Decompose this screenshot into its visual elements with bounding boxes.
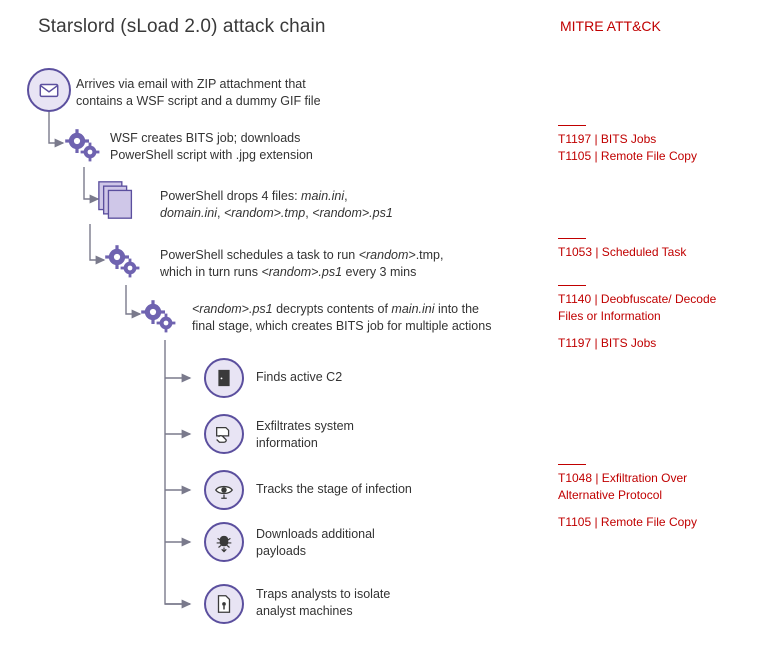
files-icon [96,178,140,222]
envelope-icon [27,68,71,112]
mitre-t1053-scheduled-task: T1053 | Scheduled Task [558,238,758,261]
step-schedules-task-text: PowerShell schedules a task to run <random>.tmp, which in turn runs <random>.ps1 every 3 mins [160,248,444,279]
gears-icon [101,240,145,284]
mitre-rule [558,125,586,126]
gears-icon [137,295,181,339]
outcome-exfiltrate-text: Exfiltrates system information [256,419,354,450]
hand-document-icon [204,414,244,454]
mitre-rule [558,285,586,286]
mitre-t1140-deobfuscate: T1140 | Deobfuscate/ Decode Files or Information T1197 | BITS Jobs [558,285,758,352]
step-arrives-via-email-text: Arrives via email with ZIP attachment that contains a WSF script and a dummy GIF file [76,77,321,108]
mitre-t1048-exfiltration: T1048 | Exfiltration Over Alternative Protocol T1105 | Remote File Copy [558,464,758,531]
mitre-rule [558,238,586,239]
step-decrypts-final-stage-text: <random>.ps1 decrypts contents of main.ini into the final stage, which creates BITS job for multiple actions [192,302,492,333]
door-icon [204,358,244,398]
mitre-attack-heading: MITRE ATT&CK [560,18,661,34]
document-lock-icon [204,584,244,624]
eye-icon [204,470,244,510]
mitre-t1197-bits-jobs-1: T1197 | BITS Jobs T1105 | Remote File Copy [558,125,758,165]
outcome-download-payloads-text: Downloads additional payloads [256,527,375,558]
outcome-trap-analysts-text: Traps analysts to isolate analyst machines [256,587,391,618]
download-bug-icon [204,522,244,562]
outcome-find-c2-text: Finds active C2 [256,370,343,384]
step-wsf-creates-bits-job-text: WSF creates BITS job; downloads PowerShell script with .jpg extension [110,131,313,162]
gears-icon [61,124,105,168]
mitre-rule [558,464,586,465]
page-title: Starslord (sLoad 2.0) attack chain [38,16,326,37]
outcome-track-stage-text: Tracks the stage of infection [256,482,412,496]
step-powershell-drops-files-text: PowerShell drops 4 files: main.ini, domain.ini, <random>.tmp, <random>.ps1 [160,189,393,220]
